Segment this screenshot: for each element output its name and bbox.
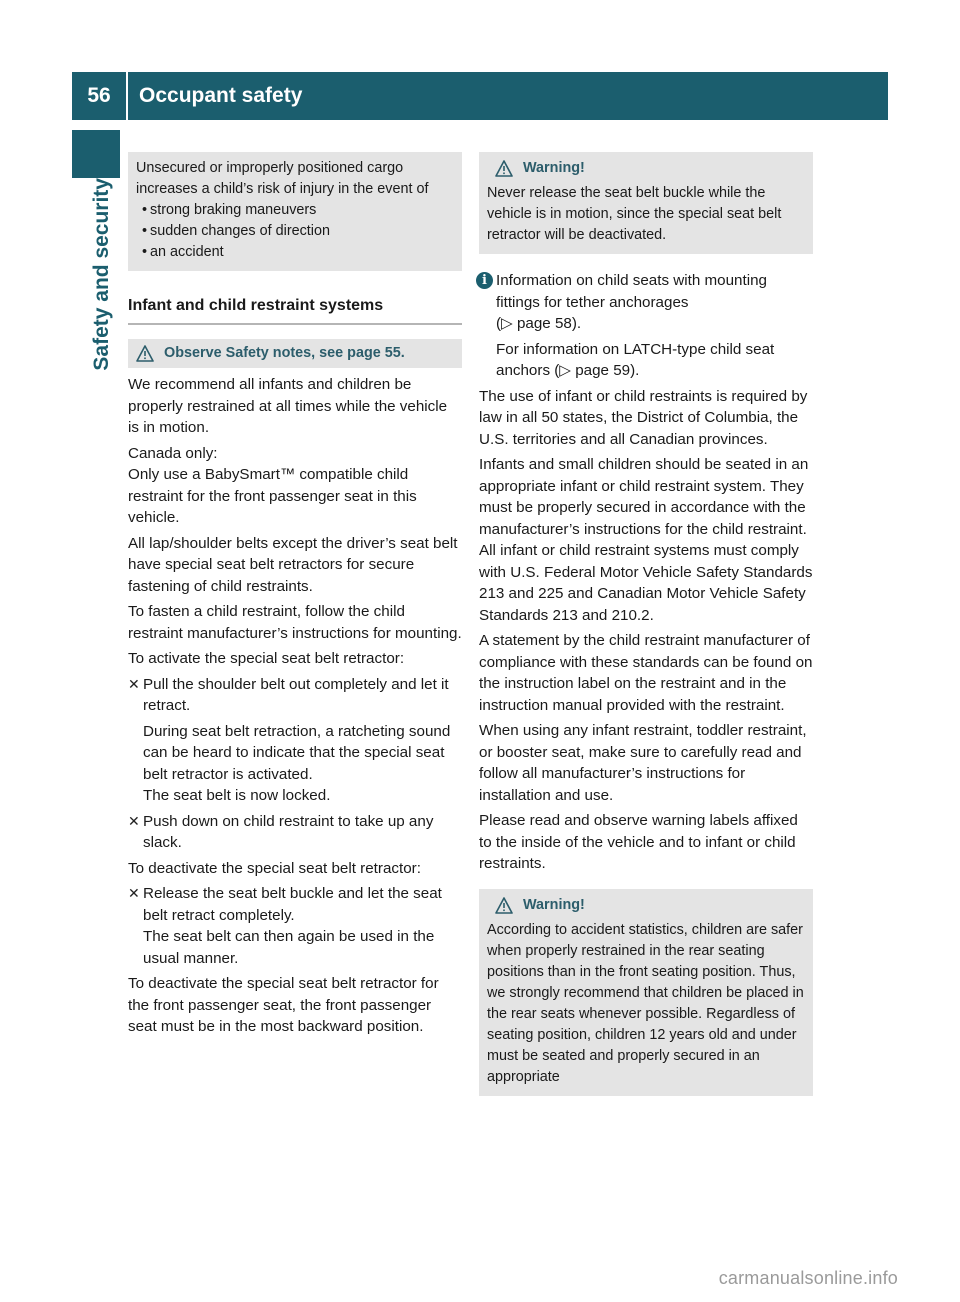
page-number: 56 [87,84,111,107]
cargo-note-intro: Unsecured or improperly positioned cargo increases a child’s risk of injury in the event of [136,160,429,197]
paragraph: When using any infant restraint, toddler restraint, or booster seat, make sure to carefully read and follow all manufacturer’s instructions for installation and use. [479,722,807,804]
paragraph: Infants and small children should be seated in an appropriate infant or child restraint system. They must be properly secured in accordance with the manufacturer’s instructions for the child restraint. All infant or child restraint systems must comply with U.S. Federal Motor Vehicle Safety Standards 213 and 225 and Canadian Motor Vehicle Safety Standards 213 and 210.2. [479,456,813,624]
paragraph: We recommend all infants and children be properly restrained at all times while the vehicle is in motion. [128,376,448,436]
section-title: Occupant safety [139,84,303,107]
cargo-note-box [128,152,462,271]
page-header [72,72,888,120]
step-arrow-icon: ✕ [128,885,140,901]
warning-title [487,895,805,916]
warning-box [479,152,813,254]
paragraph: To activate the special seat belt retractor: [128,650,405,667]
side-tab-marker [72,130,120,178]
section-heading: Infant and child restraint systems [128,287,462,325]
info-text: Information on child seats with mounting fittings for tether anchorages [496,272,767,311]
cargo-bullet: • an accident [136,242,454,263]
step-arrow-icon: ✕ [128,812,140,829]
paragraph: All lap/shoulder belts except the driver’s seat belt have special seat belt retractors for secure fastening of child restraints. [128,534,458,595]
paragraph: To fasten a child restraint, follow the child restraint manufacturer’s instructions for mounting. [128,603,462,642]
page-reference: (▷ page 58). [496,315,582,332]
instruction-step [128,811,462,854]
step-detail: During seat belt retraction, a ratcheting sound can be heard to indicate that the special seat belt retractor is activated. [143,722,451,783]
left-column [128,152,462,1042]
step-arrow-icon: ✕ [128,675,140,692]
instruction-step [128,674,462,807]
warning-title-text: Warning! [523,896,585,913]
warning-box [479,889,813,1096]
warning-title-text: Warning! [523,160,585,176]
safety-note [128,339,462,369]
paragraph: Canada only: [128,444,218,462]
info-text: For information on LATCH-type child seat anchors (▷ page 59). [496,340,775,379]
step-text: Push down on child restraint to take up any slack. [143,812,434,851]
side-tab-label: Safety and security [90,178,113,371]
warning-text: According to accident statistics, children are safer when properly restrained in the rear seating positions than in the front seating position. Thus, we strongly recommend that children be placed in the rear seats whenever possible. Regardless of seating position, children 12 years old and under must be seated and properly secured in an appropriate [487,921,804,1085]
paragraph: To deactivate the special seat belt retractor: [128,859,421,877]
cargo-bullet: • strong braking maneuvers [136,200,454,221]
info-icon: i [476,272,493,289]
paragraph: The use of infant or child restraints is required by law in all 50 states, the District of Columbia, the U.S. territories and all Canadian provinces. [479,387,808,448]
step-text: Pull the shoulder belt out completely and let it retract. [143,675,449,714]
step-text: Release the seat belt buckle and let the seat belt retract completely. [143,885,442,924]
right-column [479,152,813,1106]
warning-triangle-icon [136,345,154,362]
warning-text: Never release the seat belt buckle while the vehicle is in motion, since the special seat belt retractor will be deactivated. [487,185,782,243]
cargo-bullet: • sudden changes of direction [136,221,454,242]
instruction-step [128,883,462,969]
step-detail: The seat belt can then again be used in the usual manner. [143,928,435,967]
paragraph: Please read and observe warning labels affixed to the inside of the vehicle and to infant or child restraints. [479,812,798,872]
info-note [479,270,813,382]
warning-triangle-icon [495,160,513,177]
step-detail: The seat belt is now locked. [143,787,331,804]
warning-triangle-icon [495,897,513,914]
side-tab [72,178,120,670]
paragraph: A statement by the child restraint manufacturer of compliance with these standards can be found on the instruction label on the restraint and in the instruction manual provided with the restraint. [479,632,813,714]
footer-watermark: carmanualsonline.info [718,1268,898,1288]
paragraph: Only use a BabySmart™ compatible child restraint for the front passenger seat in this vehicle. [128,466,417,526]
safety-note-text: Observe Safety notes, see page 55. [164,344,405,361]
warning-title [487,158,805,179]
paragraph: To deactivate the special seat belt retractor for the front passenger seat, the front passenger seat must be in the most backward position. [128,975,439,1035]
